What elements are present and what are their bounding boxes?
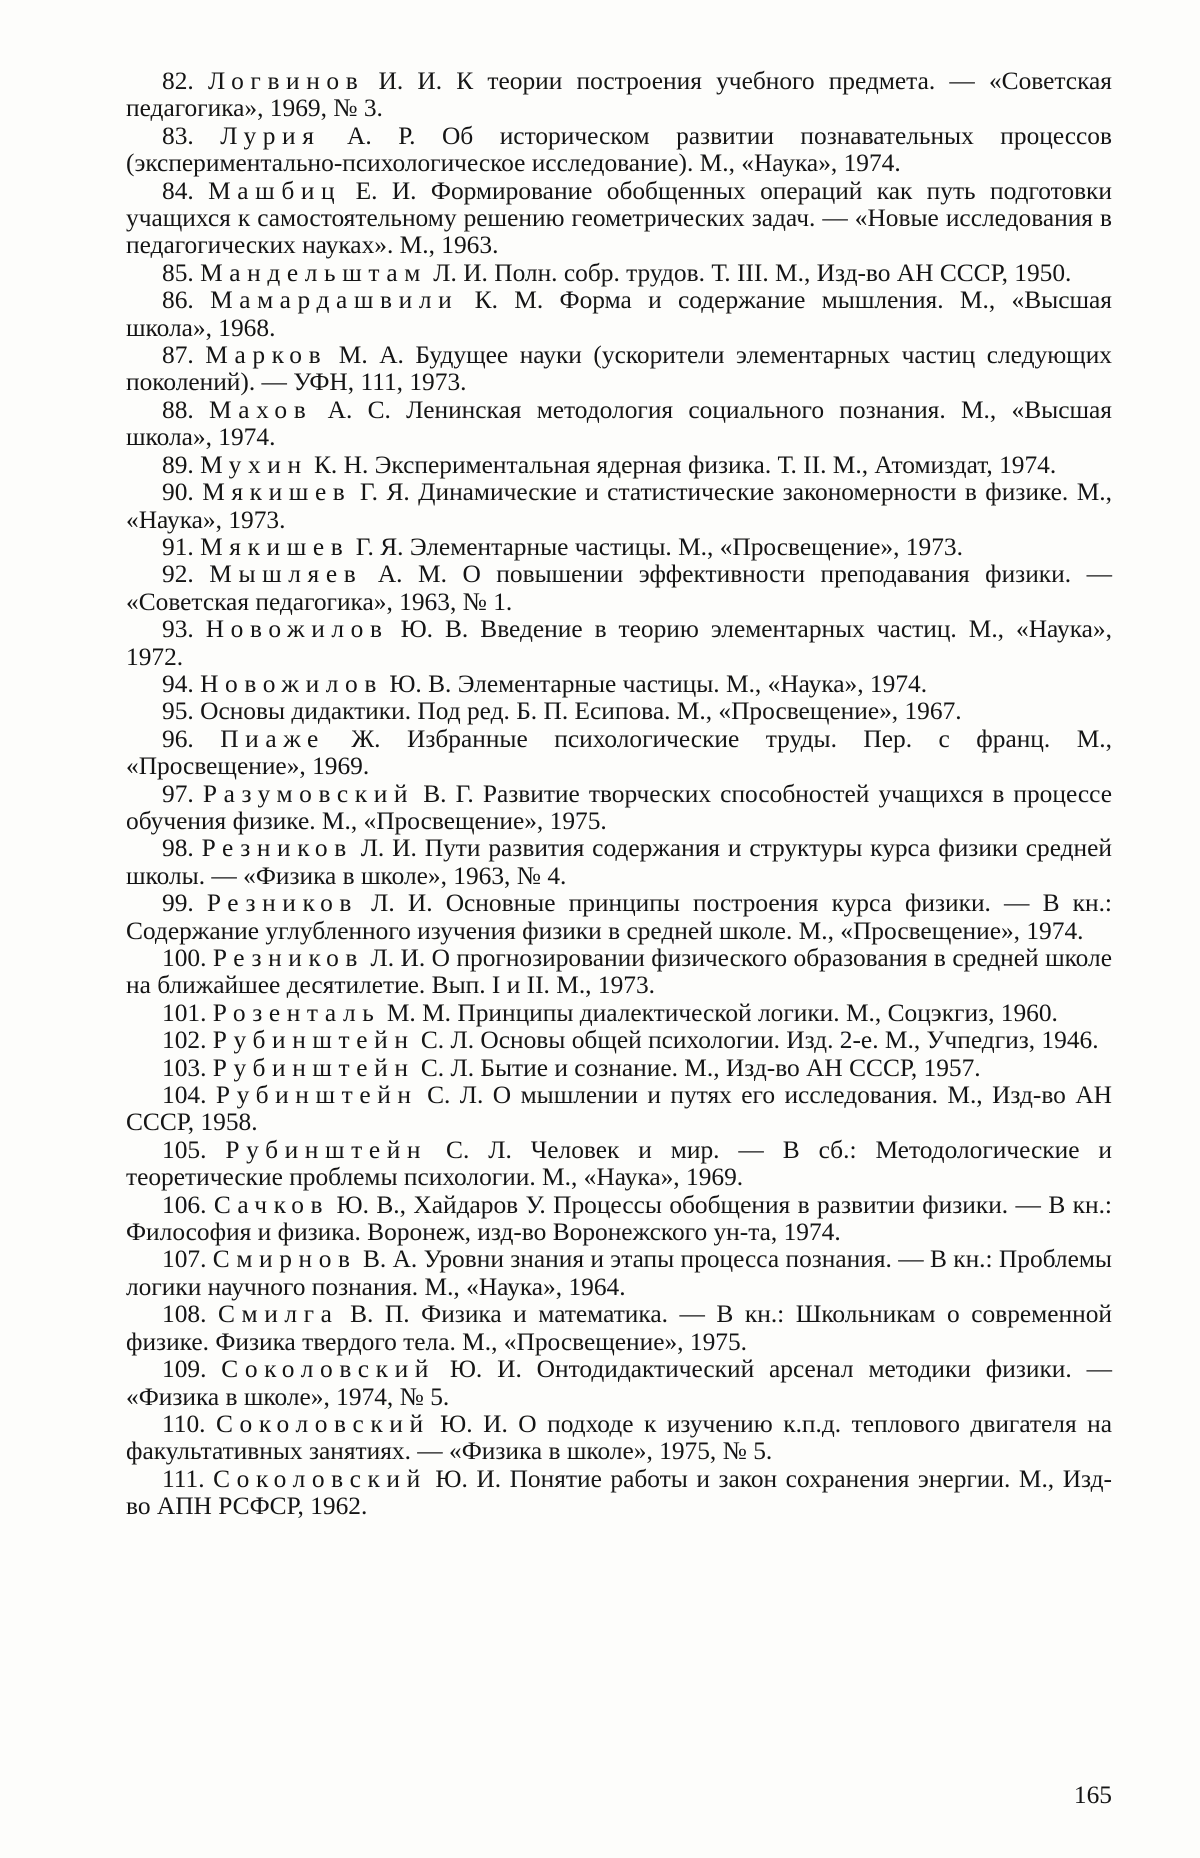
reference-text: Л. И. Основные принципы построения курса физики. — В кн.: Содержание углубленного изучения физики в средней школе. М., «Просвещение», 1974. (126, 889, 1112, 945)
reference-author: Резников (212, 944, 365, 972)
reference-number: 95. (162, 697, 194, 726)
reference-author: Логвинов (207, 67, 365, 95)
reference-number: 102. (162, 1026, 207, 1055)
reference-text: Л. И. О прогнозировании физического образования в средней школе на ближайшее десятилетие. Вып. I и II. М., 1973. (126, 944, 1112, 1000)
reference-author: Лурия (220, 121, 321, 150)
reference-number: 83. (162, 121, 194, 150)
reference-item (126, 479, 1112, 534)
reference-number: 101. (162, 998, 207, 1027)
reference-author: Махов (209, 395, 313, 424)
reference-number: 96. (162, 724, 194, 753)
reference-author: Новожилов (205, 615, 389, 644)
reference-author: Пиаже (220, 724, 325, 753)
reference-number: 99. (162, 889, 194, 918)
reference-text: Ю. В. Элементарные частицы. М., «Наука», 1974. (389, 669, 928, 698)
reference-item (126, 1000, 1112, 1027)
reference-number: 89. (162, 450, 194, 479)
reference-number: 91. (162, 532, 194, 561)
reference-item (126, 534, 1112, 561)
reference-item (126, 1301, 1112, 1356)
reference-author: Резников (201, 834, 353, 863)
reference-text: Г. Я. Элементарные частицы. М., «Просвещение», 1973. (355, 532, 963, 561)
reference-text: В. Г. Развитие творческих способностей учащихся в процессе обучения физике. М., «Просвещение», 1975. (126, 779, 1112, 835)
reference-number: 86. (162, 286, 194, 315)
reference-text: Л. И. Пути развития содержания и структуры курса физики средней школы. — «Физика в школе», 1963, № 4. (126, 834, 1113, 890)
reference-author: Мухин (200, 450, 308, 479)
reference-number: 92. (162, 560, 194, 589)
reference-item (126, 698, 1112, 725)
reference-author: Разумовский (202, 779, 415, 808)
reference-number: 106. (162, 1190, 207, 1219)
reference-item (126, 68, 1112, 123)
reference-author: Мякишев (202, 478, 352, 507)
reference-text: А. М. О повышении эффективности преподавания физики. — «Советская педагогика», 1963, № 1. (126, 560, 1112, 616)
reference-item (126, 123, 1112, 178)
reference-number: 85. (162, 258, 194, 287)
reference-item (126, 945, 1112, 1000)
reference-number: 93. (162, 615, 194, 644)
reference-author: Марков (205, 341, 328, 370)
reference-item (126, 1192, 1112, 1247)
reference-item (126, 671, 1112, 698)
reference-author: Мышляев (209, 560, 363, 589)
reference-number: 98. (162, 834, 194, 863)
reference-item (126, 781, 1112, 836)
reference-number: 84. (162, 176, 194, 205)
reference-text: С. Л. Бытие и сознание. М., Изд-во АН СССР, 1957. (420, 1053, 981, 1082)
reference-text: М. А. Будущее науки (ускорители элементарных частиц следующих поколений). — УФН, 111, 1973. (126, 341, 1112, 397)
reference-number: 111. (162, 1464, 205, 1493)
reference-text: Основы дидактики. Под ред. Б. П. Есипова. М., «Просвещение», 1967. (200, 697, 962, 726)
reference-number: 105. (162, 1135, 207, 1164)
reference-author: Машбиц (208, 176, 342, 205)
reference-number: 108. (162, 1300, 207, 1329)
reference-author: Розенталь (212, 998, 381, 1027)
reference-number: 94. (162, 669, 194, 698)
reference-author: Рубинштейн (212, 1053, 415, 1082)
reference-item (126, 1082, 1112, 1137)
reference-text: К. Н. Экспериментальная ядерная физика. Т. II. М., Атомиздат, 1974. (314, 450, 1057, 479)
reference-text: Ю. И. Онтодидактический арсенал методики физики. — «Физика в школе», 1974, № 5. (126, 1355, 1112, 1411)
reference-item (126, 260, 1112, 287)
page-number: 165 (1073, 1781, 1112, 1809)
reference-author: Рубинштейн (212, 1026, 415, 1055)
reference-item (126, 1137, 1112, 1192)
reference-item (126, 287, 1112, 342)
reference-text: Ж. Избранные психологические труды. Пер. с франц. М., «Просвещение», 1969. (126, 724, 1112, 781)
reference-text: В. П. Физика и математика. — В кн.: Школьникам о современной физике. Физика твердого тела. М., «Просвещение», 1975. (126, 1300, 1112, 1356)
reference-text: Г. Я. Динамические и статистические закономерности в физике. М., «Наука», 1973. (126, 478, 1112, 534)
reference-text: С. Л. Основы общей психологии. Изд. 2-е. М., Учпедгиз, 1946. (420, 1026, 1099, 1055)
reference-author: Рубинштейн (215, 1081, 418, 1110)
reference-text: И. И. К теории построения учебного предмета. — «Советская педагогика», 1969, № 3. (126, 67, 1112, 123)
reference-item (126, 1027, 1112, 1054)
reference-text: А. Р. Об историческом развитии познавательных процессов (экспериментально-психологическое исследование). М., «Наука», 1974. (126, 121, 1112, 178)
reference-item (126, 1356, 1112, 1411)
reference-author: Соколовский (221, 1355, 435, 1384)
reference-author: Резников (206, 889, 359, 918)
reference-author: Мамардашвили (210, 286, 459, 315)
reference-item (126, 1246, 1112, 1301)
reference-text: Ю. В. Введение в теорию элементарных частиц. М., «Наука», 1972. (126, 615, 1112, 671)
reference-text: С. Л. О мышлении и путях его исследования. М., Изд-во АН СССР, 1958. (126, 1081, 1112, 1137)
reference-text: К. М. Форма и содержание мышления. М., «Высшая школа», 1968. (126, 286, 1112, 342)
reference-item (126, 561, 1112, 616)
reference-number: 82. (162, 67, 194, 95)
reference-text: А. С. Ленинская методология социального познания. М., «Высшая школа», 1974. (126, 395, 1112, 452)
reference-number: 103. (162, 1053, 207, 1082)
reference-text: Ю. И. О подходе к изучению к.п.д. теплового двигателя на факультативных занятиях. — «Физика в школе», 1975, № 5. (126, 1409, 1112, 1466)
reference-item (126, 835, 1112, 890)
reference-number: 97. (162, 779, 194, 808)
reference-number: 88. (162, 395, 194, 424)
reference-text: Л. И. Полн. собр. трудов. Т. III. М., Изд-во АН СССР, 1950. (433, 258, 1072, 287)
reference-item (126, 452, 1112, 479)
reference-item (126, 616, 1112, 671)
reference-author: Рубинштейн (225, 1135, 428, 1164)
reference-number: 110. (162, 1409, 206, 1438)
reference-author: Сачков (213, 1190, 330, 1219)
reference-author: Соколовский (216, 1409, 430, 1438)
reference-author: Смирнов (212, 1245, 357, 1274)
reference-text: Ю. И. Понятие работы и закон сохранения энергии. М., Изд-во АПН РСФСР, 1962. (126, 1464, 1112, 1521)
reference-list (126, 68, 1112, 1521)
reference-number: 109. (162, 1355, 207, 1384)
reference-number: 90. (162, 478, 194, 507)
reference-text: Ю. В., Хайдаров У. Процессы обобщения в развитии физики. — В кн.: Философия и физика. Воронеж, изд-во Воронежского ун-та, 1974. (126, 1190, 1112, 1247)
reference-text: С. Л. Человек и мир. — В сб.: Методологические и теоретические проблемы психологии. М., «Наука», 1969. (126, 1135, 1112, 1192)
reference-author: Смилга (217, 1300, 339, 1329)
reference-author: Мандельштам (200, 258, 427, 287)
reference-number: 100. (162, 944, 207, 972)
reference-number: 104. (162, 1081, 207, 1110)
reference-item (126, 890, 1112, 945)
reference-text: В. А. Уровни знания и этапы процесса познания. — В кн.: Проблемы логики научного познания. М., «Наука», 1964. (126, 1245, 1112, 1301)
reference-item (126, 178, 1112, 260)
reference-author: Соколовский (213, 1464, 427, 1493)
reference-number: 87. (162, 341, 194, 370)
reference-item (126, 726, 1112, 781)
reference-item (126, 1411, 1112, 1466)
reference-item (126, 342, 1112, 397)
reference-text: М. М. Принципы диалектической логики. М., Соцэкгиз, 1960. (386, 998, 1058, 1027)
reference-author: Мякишев (200, 532, 350, 561)
reference-author: Новожилов (200, 669, 383, 698)
reference-item (126, 397, 1112, 452)
reference-item (126, 1055, 1112, 1082)
reference-item (126, 1466, 1112, 1521)
reference-number: 107. (162, 1245, 207, 1274)
reference-text: Е. И. Формирование обобщенных операций как путь подготовки учащихся к самостоятельному решению геометрических задач. — «Новые исследования в педагогических науках». М., 1963. (126, 176, 1112, 260)
